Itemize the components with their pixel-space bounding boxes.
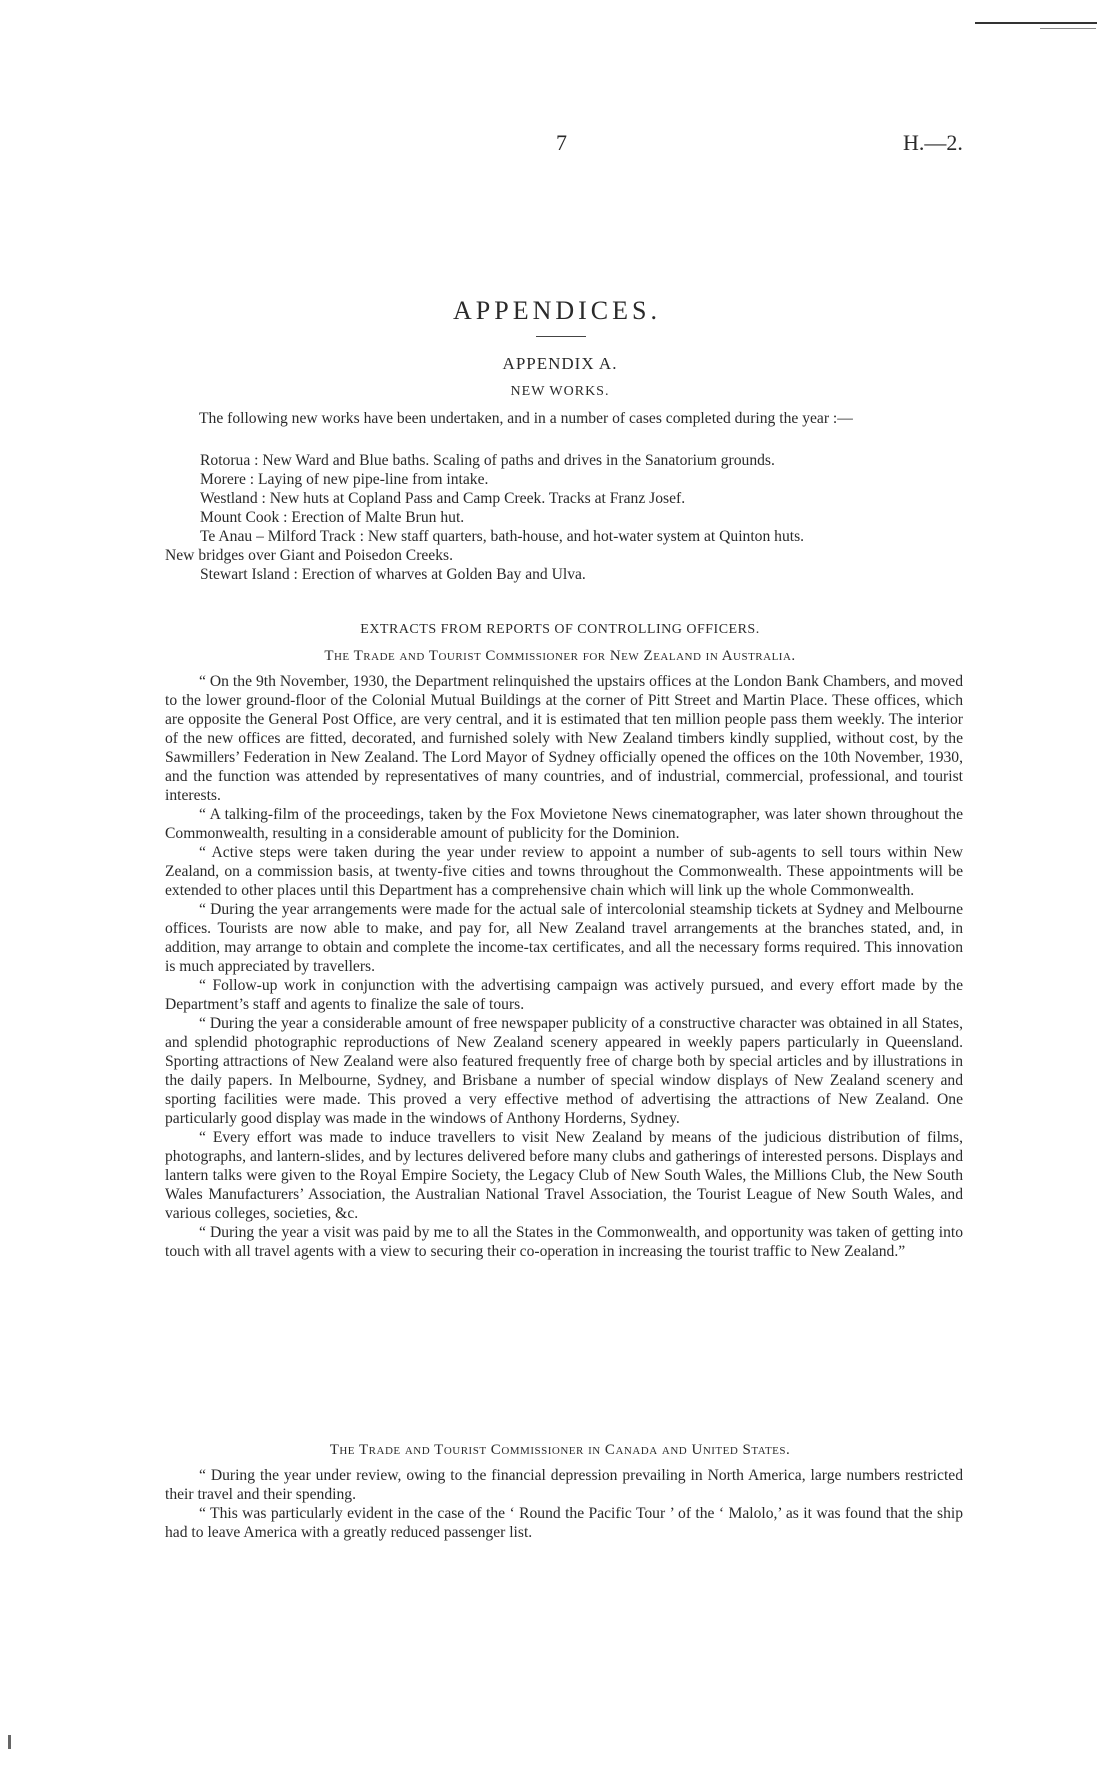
page-number: 7 xyxy=(556,130,567,155)
paragraph: “ During the year a considerable amount of free newspaper publicity of a constructive character was obtained in all States, and splendid photographic reproductions of New Zealand scenery appeared in weekly papers particularly in Queensland. Sporting attractions of New Zealand were also featured frequently free of charge both by special articles and by illustrations in the daily papers. In Melbourne, Sydney, and Brisbane a number of special window displays of New Zealand scenery and sporting facilities were made. This proved a very effective method of advertising the attractions of New Zealand. One particularly good display was made in the windows of Anthony Horderns, Sydney. xyxy=(165,1015,963,1127)
list-item: Mount Cook : Erection of Malte Brun hut. xyxy=(200,509,465,526)
margin-mark xyxy=(8,1735,11,1749)
paragraph: “ Active steps were taken during the year under review to appoint a number of sub-agents to sell tours within New Zealand, on a commission basis, at twenty-five cities and towns throughout the Commonwealth. These appointments will be extended to other places until this Department has a comprehensive chain which will link up the whole Commonwealth. xyxy=(165,844,963,899)
page-title: APPENDICES. xyxy=(453,296,661,325)
new-works-list xyxy=(165,451,980,584)
new-works-heading: NEW WORKS. xyxy=(510,384,610,399)
paragraph: “ Every effort was made to induce travellers to visit New Zealand by means of the judicious distribution of films, photographs, and lantern-slides, and by lectures delivered before many clubs and gatherings of interested persons. Displays and lantern talks were given to the Royal Empire Society, the Legacy Club of New South Wales, the Millions Club, the New South Wales Manufacturers’ Association, the Australian National Travel Association, the Tourist League of New South Wales, and various colleges, societies, &c. xyxy=(165,1129,963,1222)
paragraph: “ A talking-film of the proceedings, taken by the Fox Movietone News cinematographer, was later shown throughout the Commonwealth, resulting in a considerable amount of publicity for the Dominion. xyxy=(165,806,963,842)
top-rule xyxy=(975,22,1097,24)
title-divider xyxy=(536,336,586,337)
top-rule-secondary xyxy=(1040,28,1096,29)
australia-section-heading: The Trade and Tourist Commissioner for New Zealand in Australia. xyxy=(324,648,796,664)
intro-paragraph: The following new works have been undertaken, and in a number of cases completed during the year :— xyxy=(199,410,853,427)
canada-report xyxy=(165,1466,963,1542)
paragraph: “ During the year under review, owing to the financial depression prevailing in North America, large numbers restricted their travel and their spending. xyxy=(165,1467,963,1503)
list-item: Westland : New huts at Copland Pass and Camp Creek. Tracks at Franz Josef. xyxy=(200,490,686,507)
paragraph: “ During the year a visit was paid by me to all the States in the Commonwealth, and opportunity was taken of getting into touch with all travel agents with a view to securing their co-operation in increasing the tourist traffic to New Zealand.” xyxy=(165,1224,963,1260)
document-reference: H.—2. xyxy=(903,130,963,155)
canada-section-heading: The Trade and Tourist Commissioner in Canada and United States. xyxy=(329,1442,791,1458)
paragraph: “ During the year arrangements were made for the actual sale of intercolonial steamship tickets at Sydney and Melbourne offices. Tourists are now able to make, and pay for, all New Zealand travel arrangements at the branches stated, and, in addition, may arrange to obtain and complete the income-tax certificates, and all the necessary forms required. This innovation is much appreciated by travellers. xyxy=(165,901,963,975)
list-item: Stewart Island : Erection of wharves at Golden Bay and Ulva. xyxy=(200,566,586,583)
appendix-heading: APPENDIX A. xyxy=(502,354,618,373)
paragraph: “ This was particularly evident in the case of the ‘ Round the Pacific Tour ’ of the ‘ Malolo,’ as it was found that the ship had to leave America with a greatly reduced passenger list. xyxy=(165,1505,963,1541)
new-works-intro xyxy=(165,409,963,428)
list-item: Rotorua : New Ward and Blue baths. Scaling of paths and drives in the Sanatorium grounds. xyxy=(200,452,775,469)
paragraph: “ On the 9th November, 1930, the Department relinquished the upstairs offices at the London Bank Chambers, and moved to the lower ground-floor of the Colonial Mutual Buildings at the corner of Pitt Street and Martin Place. These offices, which are opposite the General Post Office, are very central, and it is estimated that ten million people pass them weekly. The interior of the new offices are fitted, decorated, and furnished solely with New Zealand timbers kindly supplied, without cost, by the Sawmillers’ Federation in New Zealand. The Lord Mayor of Sydney officially opened the offices on the 10th November, 1930, and the function was attended by representatives of many countries, and of industrial, commercial, professional, and tourist interests. xyxy=(165,673,963,804)
list-item: New bridges over Giant and Poisedon Creeks. xyxy=(165,547,453,564)
list-item: Morere : Laying of new pipe-line from intake. xyxy=(200,471,489,488)
australia-report xyxy=(165,672,963,1261)
list-item: Te Anau – Milford Track : New staff quarters, bath-house, and hot-water system at Quinton huts. xyxy=(200,528,805,545)
extracts-heading: EXTRACTS FROM REPORTS OF CONTROLLING OFFICERS. xyxy=(360,622,760,637)
paragraph: “ Follow-up work in conjunction with the advertising campaign was actively pursued, and every effort made by the Department’s staff and agents to finalize the sale of tours. xyxy=(165,977,963,1013)
